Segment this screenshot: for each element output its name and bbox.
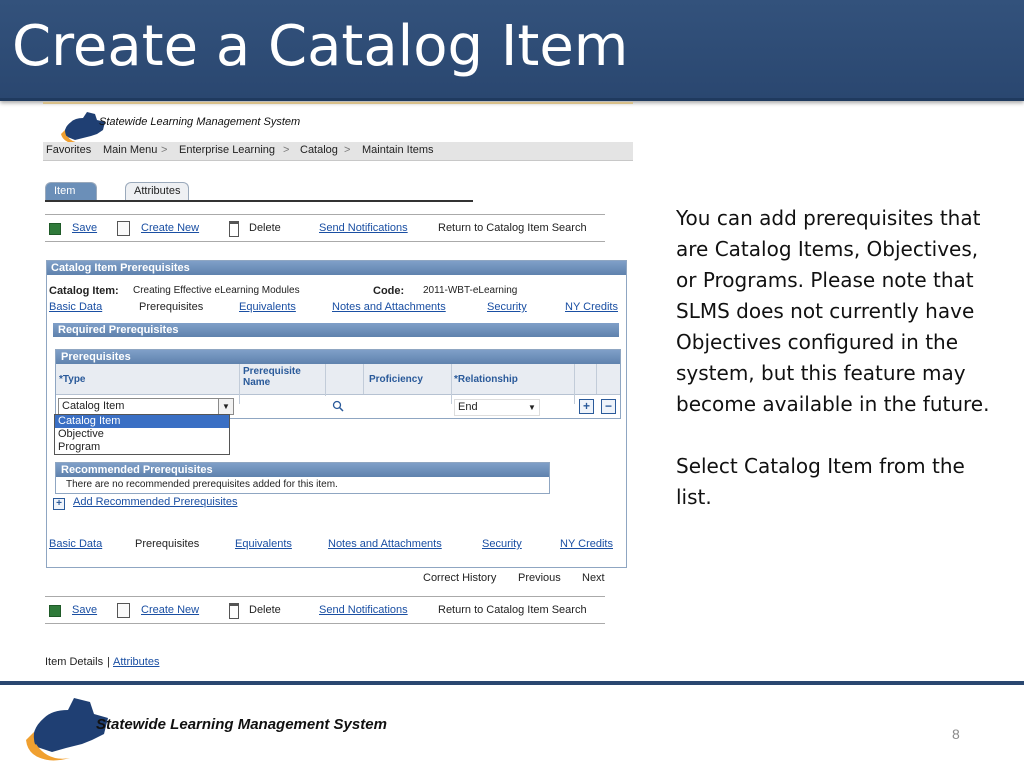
col-proficiency: Proficiency (366, 364, 452, 404)
bottom-link-ny-credits[interactable]: NY Credits (560, 538, 613, 550)
previous-button[interactable]: Previous (518, 572, 561, 584)
search-icon[interactable] (332, 400, 344, 412)
app-system-name: Statewide Learning Management System (99, 116, 301, 128)
instruction-text (676, 203, 996, 513)
recommended-prerequisites-box (55, 462, 550, 494)
recommended-empty-message: There are no recommended prerequisites added for this item. (66, 479, 338, 490)
tab-underline (45, 200, 473, 202)
footer-divider (0, 681, 1024, 685)
dropdown-option-objective[interactable]: Objective (58, 428, 104, 440)
type-select-value: Catalog Item (62, 400, 125, 412)
bottom-save-button[interactable]: Save (72, 604, 98, 616)
page-number: 8 (952, 726, 960, 742)
bottom-delete-button[interactable]: Delete (249, 604, 281, 616)
bottom-toolbar (45, 596, 605, 624)
nav-catalog[interactable]: Catalog (300, 144, 338, 156)
col-prerequisite-name: Prerequisite Name (240, 364, 326, 396)
slide-title-bar (0, 0, 1024, 101)
dropdown-option-program[interactable]: Program (58, 441, 101, 453)
app-screenshot (43, 102, 633, 677)
instruction-paragraph-1: You can add prerequisites that are Catalog Items, Objectives, or Programs. Please note that SLMS does not currently have Objectives configured in the system, but this feature may become available in the future. (676, 206, 990, 416)
save-icon (49, 605, 61, 617)
correct-history-button[interactable]: Correct History (423, 572, 497, 584)
chevron-down-icon[interactable]: ▼ (218, 399, 233, 414)
grid-column-headers (56, 364, 620, 395)
return-to-search-button[interactable]: Return to Catalog Item Search (438, 222, 587, 234)
type-select[interactable] (58, 398, 234, 415)
catalog-item-value: Creating Effective eLearning Modules (133, 285, 300, 296)
bottom-tab-attributes[interactable]: Attributes (113, 656, 160, 668)
bottom-link-security[interactable]: Security (482, 538, 522, 550)
code-value: 2011-WBT-eLearning (423, 285, 518, 296)
breadcrumb-nav: Favorites Main Menu > Enterprise Learning > Catalog > Maintain Items (43, 142, 633, 161)
link-basic-data[interactable]: Basic Data (49, 301, 103, 313)
bottom-tab-separator: | (107, 656, 110, 668)
create-new-button[interactable]: Create New (141, 222, 200, 234)
required-prerequisites-header: Required Prerequisites (53, 323, 619, 337)
next-button[interactable]: Next (582, 572, 605, 584)
nav-maintain-items[interactable]: Maintain Items (362, 144, 434, 156)
slide-title: Create a Catalog Item (12, 14, 629, 79)
relationship-select[interactable] (454, 399, 540, 416)
send-notifications-button[interactable]: Send Notifications (319, 222, 408, 234)
delete-button[interactable]: Delete (249, 222, 281, 234)
code-label: Code: (373, 285, 405, 297)
bottom-link-basic-data[interactable]: Basic Data (49, 538, 103, 550)
bottom-link-prerequisites: Prerequisites (135, 538, 200, 550)
nav-enterprise-learning[interactable]: Enterprise Learning (179, 144, 276, 156)
bottom-link-equivalents[interactable]: Equivalents (235, 538, 292, 550)
tab-attributes[interactable]: Attributes (125, 182, 189, 200)
bottom-create-new-button[interactable]: Create New (141, 604, 200, 616)
col-add (574, 364, 597, 394)
create-new-icon (117, 603, 130, 618)
nav-favorites[interactable]: Favorites (46, 144, 92, 156)
trash-icon (229, 603, 239, 619)
link-security[interactable]: Security (487, 301, 527, 313)
type-dropdown-list (54, 414, 230, 455)
add-recommended-icon[interactable]: + (53, 498, 65, 510)
prerequisites-grid-header: Prerequisites (56, 350, 620, 364)
save-button[interactable]: Save (72, 222, 98, 234)
recommended-prerequisites-header: Recommended Prerequisites (56, 463, 549, 477)
bottom-link-notes-attachments[interactable]: Notes and Attachments (328, 538, 442, 550)
col-lookup (325, 364, 364, 394)
save-icon (49, 223, 61, 235)
bottom-tab-item-details[interactable]: Item Details (45, 656, 104, 668)
create-new-icon (117, 221, 130, 236)
panel-title: Catalog Item Prerequisites (47, 261, 626, 275)
nav-main-menu[interactable]: Main Menu (103, 144, 158, 156)
link-prerequisites: Prerequisites (139, 301, 204, 313)
relationship-select-value: End (458, 401, 478, 413)
add-recommended-link[interactable]: Add Recommended Prerequisites (73, 496, 238, 508)
app-header (43, 102, 633, 146)
col-relationship: *Relationship (451, 364, 575, 404)
bottom-send-notifications-button[interactable]: Send Notifications (319, 604, 408, 616)
catalog-item-label: Catalog Item: (49, 285, 119, 297)
link-equivalents[interactable]: Equivalents (239, 301, 296, 313)
prerequisites-grid (55, 349, 621, 419)
add-row-button[interactable]: + (579, 399, 594, 414)
top-toolbar (45, 214, 605, 242)
link-ny-credits[interactable]: NY Credits (565, 301, 618, 313)
delete-row-button[interactable]: − (601, 399, 616, 414)
col-type: *Type (56, 364, 240, 404)
chevron-down-icon[interactable]: ▼ (525, 400, 539, 415)
dropdown-option-catalog-item[interactable]: Catalog Item (55, 415, 229, 428)
instruction-paragraph-2: Select Catalog Item from the list. (676, 454, 965, 509)
tab-item-details[interactable]: Item Details (45, 182, 97, 200)
trash-icon (229, 221, 239, 237)
footer-system-name: Statewide Learning Management System (96, 716, 387, 733)
link-notes-attachments[interactable]: Notes and Attachments (332, 301, 446, 313)
bottom-return-to-search-button[interactable]: Return to Catalog Item Search (438, 604, 587, 616)
